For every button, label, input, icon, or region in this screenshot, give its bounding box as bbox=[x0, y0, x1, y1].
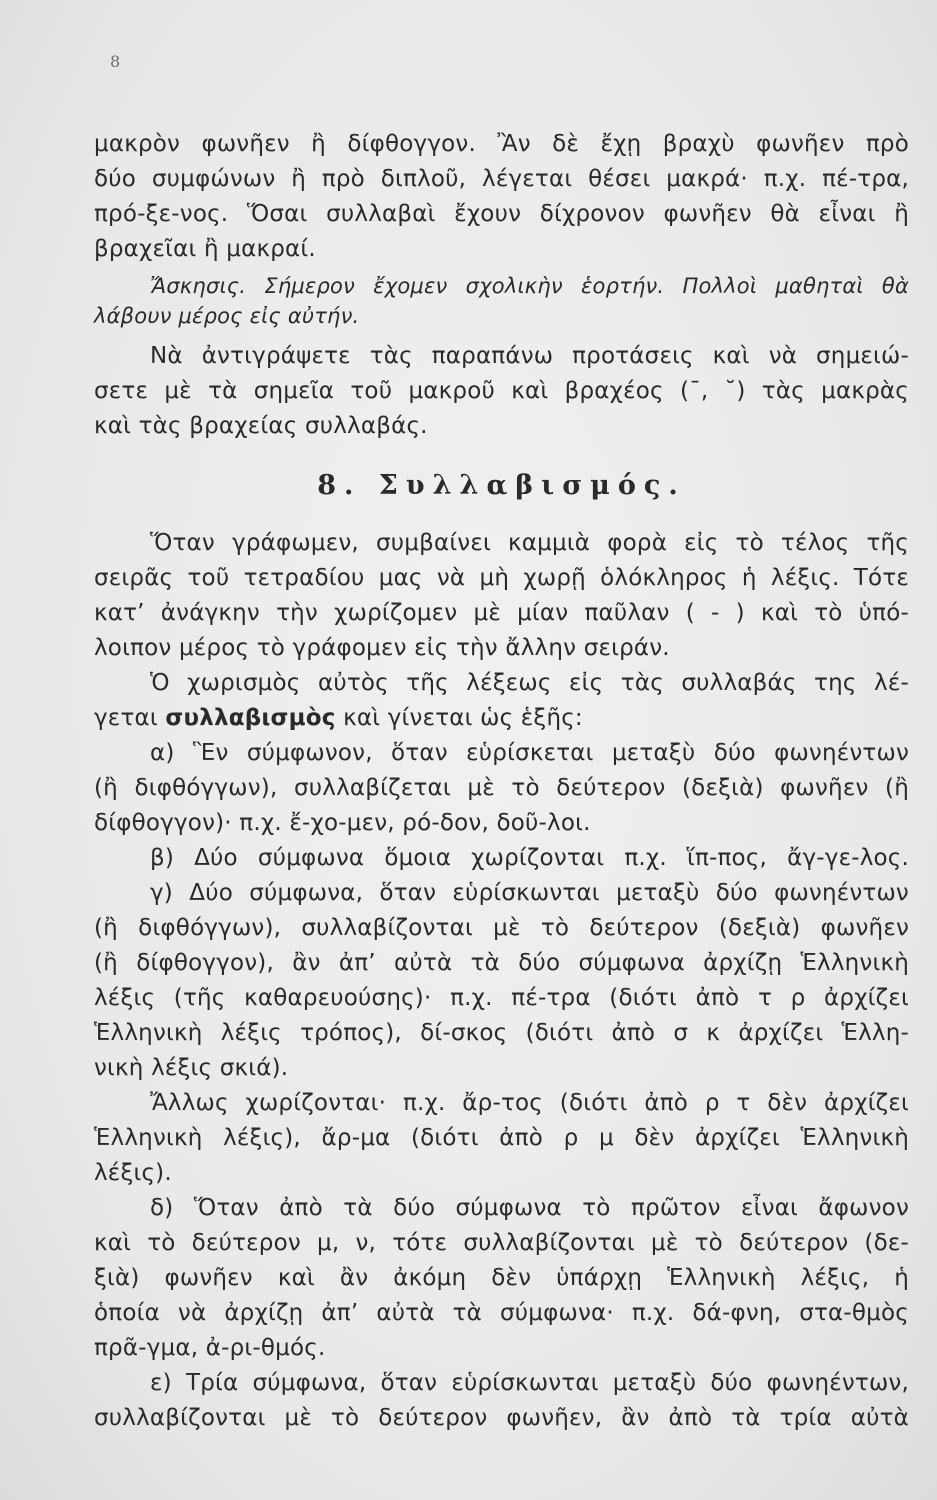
text-line: Ὁ χωρισμὸς αὐτὸς τῆς λέξεως εἰς τὰς συλλαβάς της λέ- bbox=[150, 670, 909, 696]
rule-line: ὁποία νὰ ἀρχίζῃ ἀπ’ αὐτὰ τὰ σύμφωνα· π.χ. δά-φνη, στα-θμὸς bbox=[94, 1300, 909, 1326]
text-line: μακρὸν φωνῆεν ἢ δίφθογγον. Ἂν δὲ ἔχῃ βραχὺ φωνῆεν πρὸ bbox=[94, 131, 909, 157]
rule-line: λέξις (τῆς καθαρευούσης)· π.χ. πέ-τρα (διότι ἀπὸ τ ρ ἀρχίζει bbox=[94, 985, 909, 1011]
text-line: κατ’ ἀνάγκην τὴν χωρίζομεν μὲ μίαν παῦλαν ( - ) καὶ τὸ ὑπό- bbox=[94, 600, 909, 626]
exercise-line: λάβουν μέρος εἰς αὐτήν. bbox=[94, 304, 360, 328]
rule-line: νικὴ λέξις σκιά). bbox=[94, 1055, 289, 1081]
rule-line: πρᾶ-γμα, ἀ-ρι-θμός. bbox=[94, 1335, 326, 1361]
rule-line: καὶ τὸ δεύτερον μ, ν, τότε συλλαβίζονται μὲ τὸ δεύτερον (δε- bbox=[94, 1230, 909, 1256]
rule-line: β) Δύο σύμφωνα ὅμοια χωρίζονται π.χ. ἵπ-πος, ἄγ-γε-λος. bbox=[150, 845, 909, 871]
rule-line: συλλαβίζονται μὲ τὸ δεύτερον φωνῆεν, ἂν ἀπὸ τὰ τρία αὐτὰ bbox=[94, 1405, 909, 1431]
rule-line: ε) Τρία σύμφωνα, ὅταν εὑρίσκωνται μεταξὺ δύο φωνηέντων, bbox=[150, 1370, 909, 1396]
exercise-label: Ἄσκησις. bbox=[150, 274, 247, 298]
rule-line: (ἢ δίφθογγον), ἂν ἀπ’ αὐτὰ τὰ δύο σύμφωνα ἀρχίζῃ Ἑλληνικὴ bbox=[94, 950, 909, 976]
text-line: δύο συμφώνων ἢ πρὸ διπλοῦ, λέγεται θέσει μακρά· π.χ. πέ-τρα, bbox=[94, 166, 909, 192]
instruction-line: καὶ τὰς βραχείας συλλαβάς. bbox=[94, 413, 428, 439]
instruction-line: Νὰ ἀντιγράψετε τὰς παραπάνω προτάσεις καὶ νὰ σημειώ- bbox=[150, 343, 909, 369]
text-line bbox=[94, 702, 909, 734]
rule-line: Ἑλληνικὴ λέξις), ἄρ-μα (διότι ἀπὸ ρ μ δὲν ἀρχίζει Ἑλληνικὴ bbox=[94, 1125, 909, 1151]
exercise-text: Σήμερον ἔχομεν σχολικὴν ἑορτήν. Πολλοὶ μαθηταὶ θὰ bbox=[246, 274, 909, 298]
exercise-line bbox=[150, 270, 909, 302]
instruction-line: σετε μὲ τὰ σημεῖα τοῦ μακροῦ καὶ βραχέος (¯, ˘) τὰς μακρὰς bbox=[94, 378, 909, 404]
rule-line: δίφθογγον)· π.χ. ἔ-χο-μεν, ρό-δον, δοῦ-λοι. bbox=[94, 810, 591, 836]
rule-line: (ἢ διφθόγγων), συλλαβίζονται μὲ τὸ δεύτερον (δεξιὰ) φωνῆεν bbox=[94, 915, 909, 941]
text-line: βραχεῖαι ἢ μακραί. bbox=[94, 236, 316, 262]
rule-line: γ) Δύο σύμφωνα, ὅταν εὑρίσκωνται μεταξὺ δύο φωνηέντων bbox=[150, 880, 909, 906]
rule-line: δ) Ὅταν ἀπὸ τὰ δύο σύμφωνα τὸ πρῶτον εἶναι ἄφωνον bbox=[150, 1195, 909, 1221]
rule-line: (ἢ διφθόγγων), συλλαβίζεται μὲ τὸ δεύτερον (δεξιὰ) φωνῆεν (ἢ bbox=[94, 775, 909, 801]
rule-line: λέξις). bbox=[94, 1160, 172, 1186]
section-heading: 8. Συλλαβισμός. bbox=[317, 470, 686, 501]
rule-line: Ἄλλως χωρίζονται· π.χ. ἄρ-τος (διότι ἀπὸ ρ τ δὲν ἀρχίζει bbox=[150, 1090, 909, 1116]
text-line: πρό-ξε-νος. Ὅσαι συλλαβαὶ ἔχουν δίχρονον φωνῆεν θὰ εἶναι ἢ bbox=[94, 201, 909, 227]
text-line: Ὅταν γράφωμεν, συμβαίνει καμμιὰ φορὰ εἰς τὸ τέλος τῆς bbox=[150, 530, 909, 556]
rule-line: α) Ἓν σύμφωνον, ὅταν εὑρίσκεται μεταξὺ δύο φωνηέντων bbox=[150, 740, 909, 766]
rule-line: Ἑλληνικὴ λέξις τρόπος), δί-σκος (διότι ἀπὸ σ κ ἀρχίζει Ἑλλη- bbox=[94, 1020, 909, 1046]
text-line: σειρᾶς τοῦ τετραδίου μας νὰ μὴ χωρῇ ὁλόκληρος ἡ λέξις. Τότε bbox=[94, 565, 909, 591]
text-span: καὶ γίνεται ὡς ἑξῆς: bbox=[335, 705, 583, 731]
term-bold: συλλαβισμὸς bbox=[165, 705, 336, 731]
text-line: λοιπον μέρος τὸ γράφομεν εἰς τὴν ἄλλην σειράν. bbox=[94, 635, 670, 661]
page-number: 8 bbox=[110, 52, 121, 71]
rule-line: ξιὰ) φωνῆεν καὶ ἂν ἀκόμη δὲν ὑπάρχῃ Ἑλληνικὴ λέξις, ἡ bbox=[94, 1265, 909, 1291]
text-span: γεται bbox=[94, 705, 166, 731]
